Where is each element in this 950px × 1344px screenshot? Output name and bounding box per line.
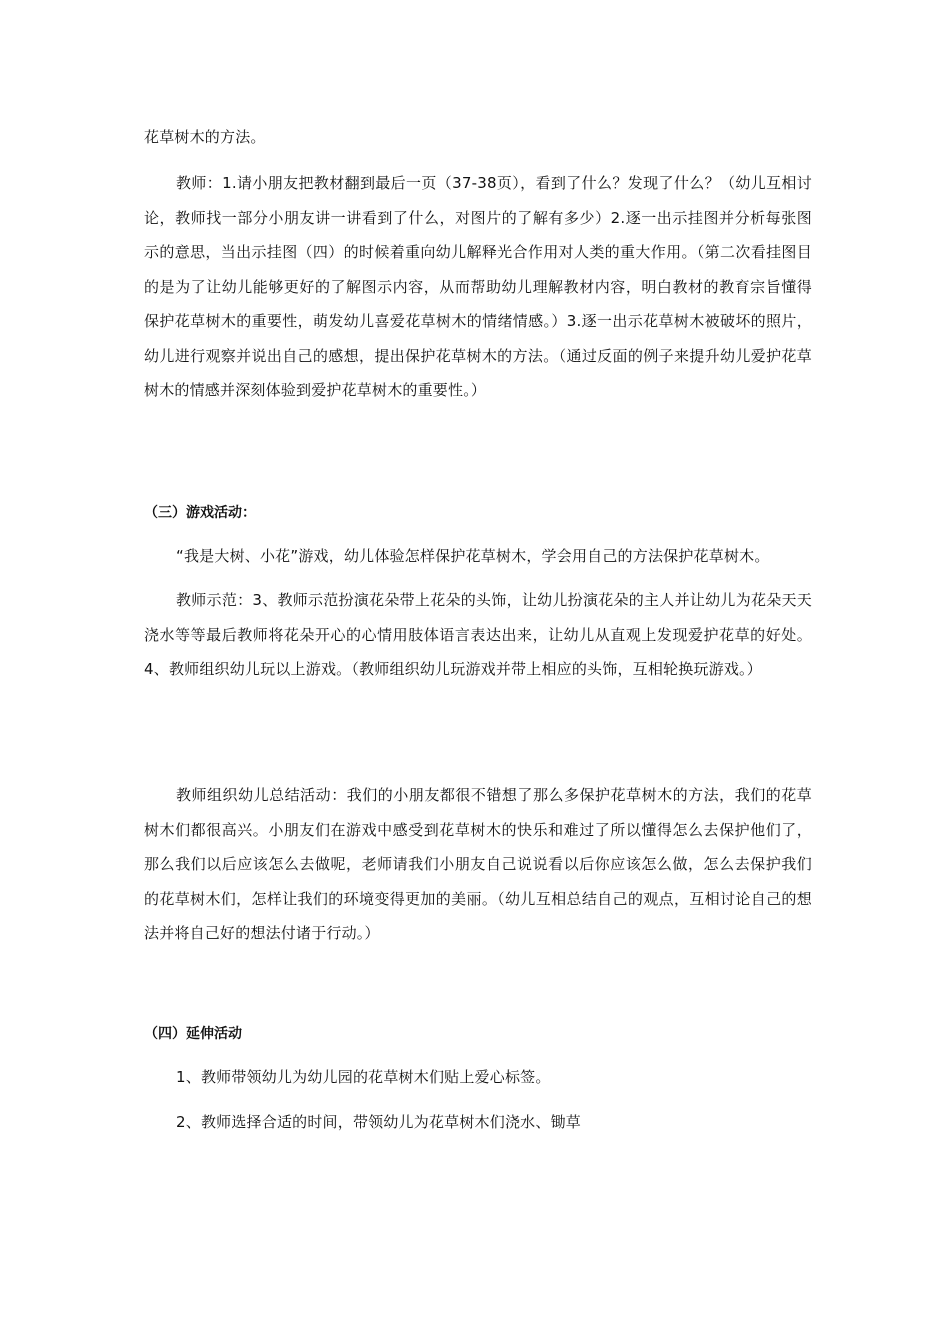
paragraph-game-intro: “我是大树、小花”游戏，幼儿体验怎样保护花草树木，学会用自己的方法保护花草树木。	[176, 547, 770, 565]
section-heading-game-activity: （三）游戏活动：	[144, 505, 256, 521]
list-item-extension-1: 1、教师带领幼儿为幼儿园的花草树木们贴上爱心标签。	[176, 1068, 551, 1086]
section-heading-extension-activity: （四）延伸活动	[144, 1026, 242, 1042]
list-item-extension-2: 2、教师选择合适的时间，带领幼儿为花草树木们浇水、锄草	[176, 1113, 581, 1131]
paragraph-teacher-steps: 教师：1.请小朋友把教材翻到最后一页（37-38页），看到了什么？发现了什么？（幼儿互相讨论，教师找一部分小朋友讲一讲看到了什么，对图片的了解有多少）2.逐一出示挂图并分析每张图示的意思，当出示挂图（四）的时候着重向幼儿解释光合作用对人类的重大作用。（第二次看挂图目的是为了让幼儿能够更好的了解图示内容，从而帮助幼儿理解教材内容，明白教材的教育宗旨懂得保护花草树木的重要性，萌发幼儿喜爱花草树木的情绪情感。）3.逐一出示花草树木被破坏的照片，幼儿进行观察并说出自己的感想，提出保护花草树木的方法。（通过反面的例子来提升幼儿爱护花草树木的情感并深刻体验到爱护花草树木的重要性。）	[144, 174, 812, 399]
paragraph-summary-activity: 教师组织幼儿总结活动：我们的小朋友都很不错想了那么多保护花草树木的方法，我们的花草树木们都很高兴。小朋友们在游戏中感受到花草树木的快乐和难过了所以懂得怎么去保护他们了，那么我们以后应该怎么去做呢，老师请我们小朋友自己说说看以后你应该怎么做，怎么去保护我们的花草树木们，怎样让我们的环境变得更加的美丽。（幼儿互相总结自己的观点，互相讨论自己的想法并将自己好的想法付诸于行动。）	[144, 786, 812, 942]
paragraph-continuation: 花草树木的方法。	[144, 128, 266, 146]
paragraph-teacher-demo: 教师示范：3、教师示范扮演花朵带上花朵的头饰，让幼儿扮演花朵的主人并让幼儿为花朵天天浇水等等最后教师将花朵开心的心情用肢体语言表达出来，让幼儿从直观上发现爱护花草的好处。4、教师组织幼儿玩以上游戏。（教师组织幼儿玩游戏并带上相应的头饰，互相轮换玩游戏。）	[144, 591, 812, 678]
